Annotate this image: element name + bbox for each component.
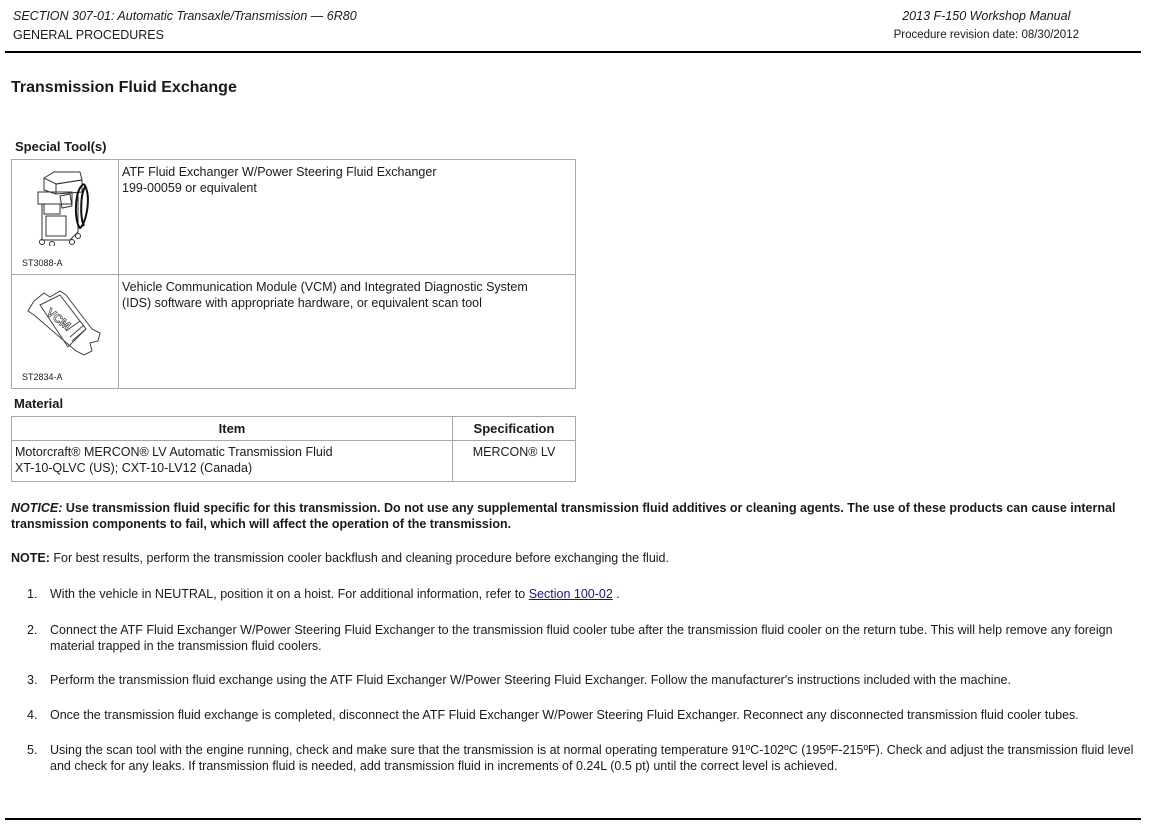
material-item-part-numbers: XT-10-QLVC (US); CXT-10-LV12 (Canada) [15, 461, 253, 475]
section-title: SECTION 307-01: Automatic Transaxle/Transmission — 6R80 [13, 9, 357, 23]
material-heading: Material [14, 396, 64, 411]
tool-description [119, 160, 576, 275]
material-spec-cell: MERCON® LV [453, 441, 576, 482]
tool-name: Vehicle Communication Module (VCM) and Integrated Diagnostic System [122, 280, 528, 294]
page-header-left [13, 7, 357, 45]
step-text [50, 586, 1140, 602]
step-text-end: . [612, 587, 620, 601]
note-block [11, 551, 669, 565]
notice-text: Use transmission fluid specific for this transmission. Do not use any supplemental transmission fluid additives or cleaning agents. The use of these products can cause internal transmission components to fail, which will affect the operation of the transmission. [11, 501, 1116, 531]
step-text: Perform the transmission fluid exchange using the ATF Fluid Exchanger W/Power Steering Fluid Exchanger. Follow the manufacturer's instructions included with the machine. [50, 673, 1011, 687]
revision-date: Procedure revision date: 08/30/2012 [893, 29, 1079, 41]
special-tools-heading: Special Tool(s) [15, 139, 107, 154]
tool-row [12, 160, 576, 275]
material-table [11, 416, 576, 482]
footer-divider [5, 818, 1141, 820]
tool-row [12, 275, 576, 389]
material-item-cell [12, 441, 453, 482]
tool-image-cell [12, 275, 119, 389]
table-row [12, 441, 576, 482]
vcm-module-icon [20, 281, 110, 361]
manual-title: 2013 F-150 Workshop Manual [902, 9, 1071, 23]
tool-name-cont: (IDS) software with appropriate hardware, or equivalent scan tool [122, 296, 482, 310]
step-text: Using the scan tool with the engine running, check and make sure that the transmission is at normal operating temperature 91ºC-102ºC (195ºF-215ºF). Check and adjust the transmission fluid level and check for any leaks. If transmission fluid is needed, add transmission fluid in increments of 0.24L (0.5 pt) until the correct level is achieved. [50, 743, 1134, 773]
note-text: For best results, perform the transmission cooler backflush and cleaning procedure before exchanging the fluid. [49, 551, 669, 565]
column-header-item: Item [12, 417, 453, 441]
step-number: 4. [27, 708, 38, 722]
page-title: Transmission Fluid Exchange [11, 79, 237, 96]
step-number: 2. [27, 623, 38, 637]
step-number: 3. [27, 673, 38, 687]
tool-code: ST3088-A [22, 258, 63, 268]
material-item-name: Motorcraft® MERCON® LV Automatic Transmission Fluid [15, 445, 333, 459]
tool-name: ATF Fluid Exchanger W/Power Steering Fluid Exchanger [122, 165, 437, 179]
section-category: GENERAL PROCEDURES [13, 28, 164, 42]
tool-part-number: 199-00059 or equivalent [122, 181, 257, 195]
step-number: 5. [27, 743, 38, 757]
fluid-exchanger-machine-icon [20, 166, 110, 246]
page-header-right [894, 7, 1079, 45]
step-text-body: With the vehicle in NEUTRAL, position it on a hoist. For additional information, refer to [50, 587, 529, 601]
column-header-specification: Specification [453, 417, 576, 441]
notice-block [11, 500, 1141, 532]
notice-label: NOTICE: [11, 501, 63, 515]
material-header-row [12, 417, 576, 441]
special-tools-table [11, 159, 576, 389]
step-text: Connect the ATF Fluid Exchanger W/Power Steering Fluid Exchanger to the transmission fluid cooler tube after the transmission fluid cooler on the return tube. This will help remove any foreign material trapped in the transmission fluid coolers. [50, 623, 1113, 653]
section-100-02-link[interactable]: Section 100-02 [528, 587, 613, 601]
tool-description [119, 275, 576, 389]
svg-text:VCM: VCM [43, 305, 74, 333]
step-number: 1. [27, 587, 38, 601]
note-label: NOTE: [11, 551, 50, 565]
step-text: Once the transmission fluid exchange is completed, disconnect the ATF Fluid Exchanger W/Power Steering Fluid Exchanger. Reconnect any disconnected transmission fluid cooler tubes. [50, 708, 1079, 722]
header-divider [5, 51, 1141, 53]
tool-image-cell [12, 160, 119, 275]
tool-code: ST2834-A [22, 372, 63, 382]
